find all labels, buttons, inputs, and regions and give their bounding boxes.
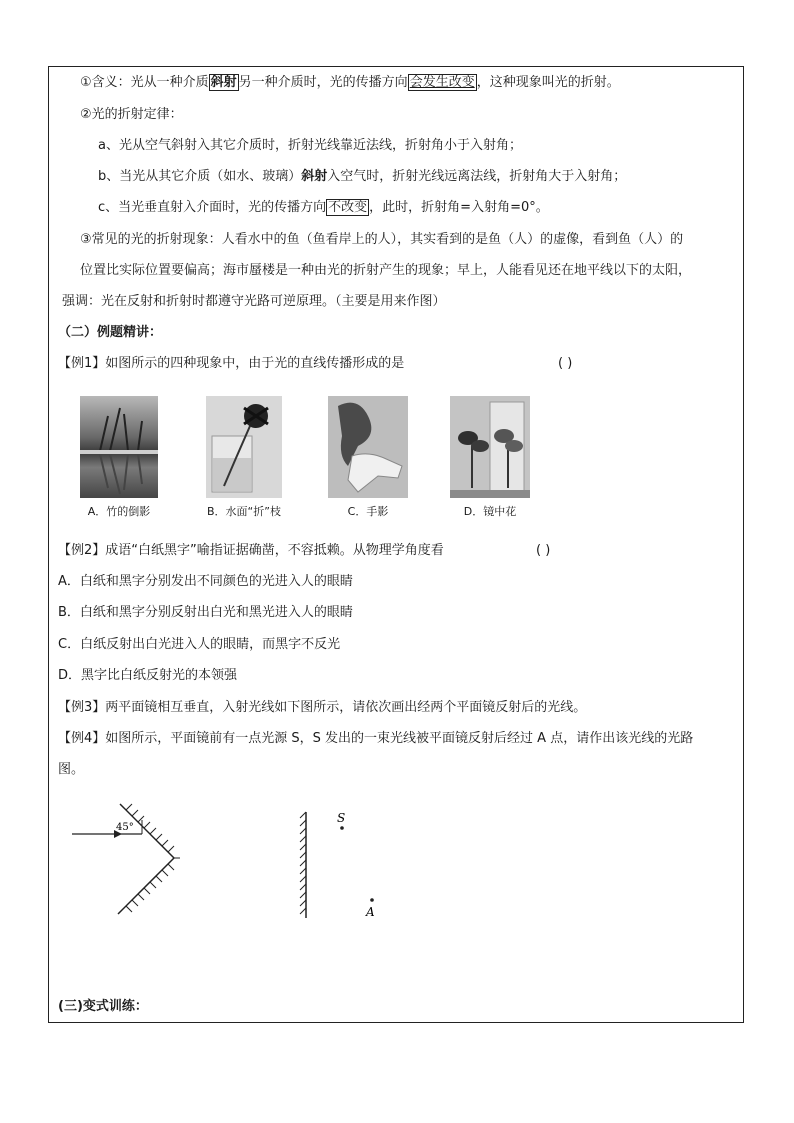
- section-title-examples: （二）例题精讲：: [58, 325, 163, 340]
- example-2-answer-blank: ( ): [536, 543, 551, 558]
- law-b: b、当光从其它介质（如水、玻璃）斜射入空气时，折射光线远离法线，折射角大于入射角；: [98, 169, 627, 184]
- section-title-practice: (三)变式训练：: [58, 999, 148, 1014]
- diagram-perpendicular-mirrors: [70, 800, 210, 920]
- photo-bamboo-reflection: [80, 396, 158, 498]
- caption-c: C．手影: [347, 505, 389, 518]
- example-2-option-c: C．白纸反射出白光进入人的眼睛，而黑字不反光: [58, 637, 341, 652]
- photo-mirror-flower: [450, 396, 530, 498]
- example-4-question-line-1: 【例4】如图所示，平面镜前有一点光源 S，S 发出的一束光线被平面镜反射后经过 A 点，请作出该光线的光路: [58, 731, 694, 746]
- example-2-option-d: D．黑字比白纸反射光的本领强: [58, 668, 238, 683]
- point-a: [370, 898, 374, 902]
- law-title: ②光的折射定律：: [80, 107, 183, 122]
- phenomena-line-1: ③常见的光的折射现象：人看水中的鱼（鱼看岸上的人），其实看到的是鱼（人）的虚像，看到鱼（人）的: [80, 232, 684, 247]
- law-c: c、当光垂直射入介面时，光的传播方向 不改变 ，此时，折射角=入射角=0°。: [98, 200, 549, 215]
- definition-line: ①含义：光从一种介质 斜射 另一种介质时，光的传播方向 会发生改变 ，这种现象叫光的折射。: [80, 75, 620, 90]
- phenomena-line-2: 位置比实际位置要偏高；海市蜃楼是一种由光的折射产生的现象；早上，人能看见还在地平线以下的太阳，: [80, 263, 692, 278]
- photo-bent-stick: [206, 396, 282, 498]
- diagram-plane-mirror: [290, 800, 400, 924]
- lower-mirror: [118, 858, 174, 914]
- caption-b: B．水面“折”枝: [207, 505, 281, 518]
- caption-d: D．镜中花: [463, 505, 517, 518]
- example-1-answer-blank: ( ): [558, 356, 573, 371]
- example-4-question-line-2: 图。: [58, 762, 85, 777]
- label-s: S: [337, 811, 346, 825]
- caption-a: A．竹的倒影: [87, 505, 151, 518]
- law-a: a、光从空气斜射入其它介质时，折射光线靠近法线，折射角小于入射角；: [98, 138, 522, 153]
- example-2-option-b: B．白纸和黑字分别反射出白光和黑光进入人的眼睛: [58, 605, 353, 620]
- example-1-question: 【例1】如图所示的四种现象中，由于光的直线传播形成的是: [58, 356, 405, 371]
- example-3-question: 【例3】两平面镜相互垂直，入射光线如下图所示，请依次画出经两个平面镜反射后的光线。: [58, 700, 587, 715]
- angle-label: 45°: [116, 822, 134, 833]
- point-s: [340, 826, 344, 830]
- label-a: A: [366, 905, 375, 919]
- emphasis-line: 强调：光在反射和折射时都遵守光路可逆原理。（主要是用来作图）: [62, 294, 446, 309]
- example-2-question: 【例2】成语“白纸黑字”喻指证据确凿，不容抵赖。从物理学角度看: [58, 543, 444, 558]
- example-2-option-a: A．白纸和黑字分别发出不同颜色的光进入人的眼睛: [58, 574, 353, 589]
- photo-hand-shadow: [328, 396, 408, 498]
